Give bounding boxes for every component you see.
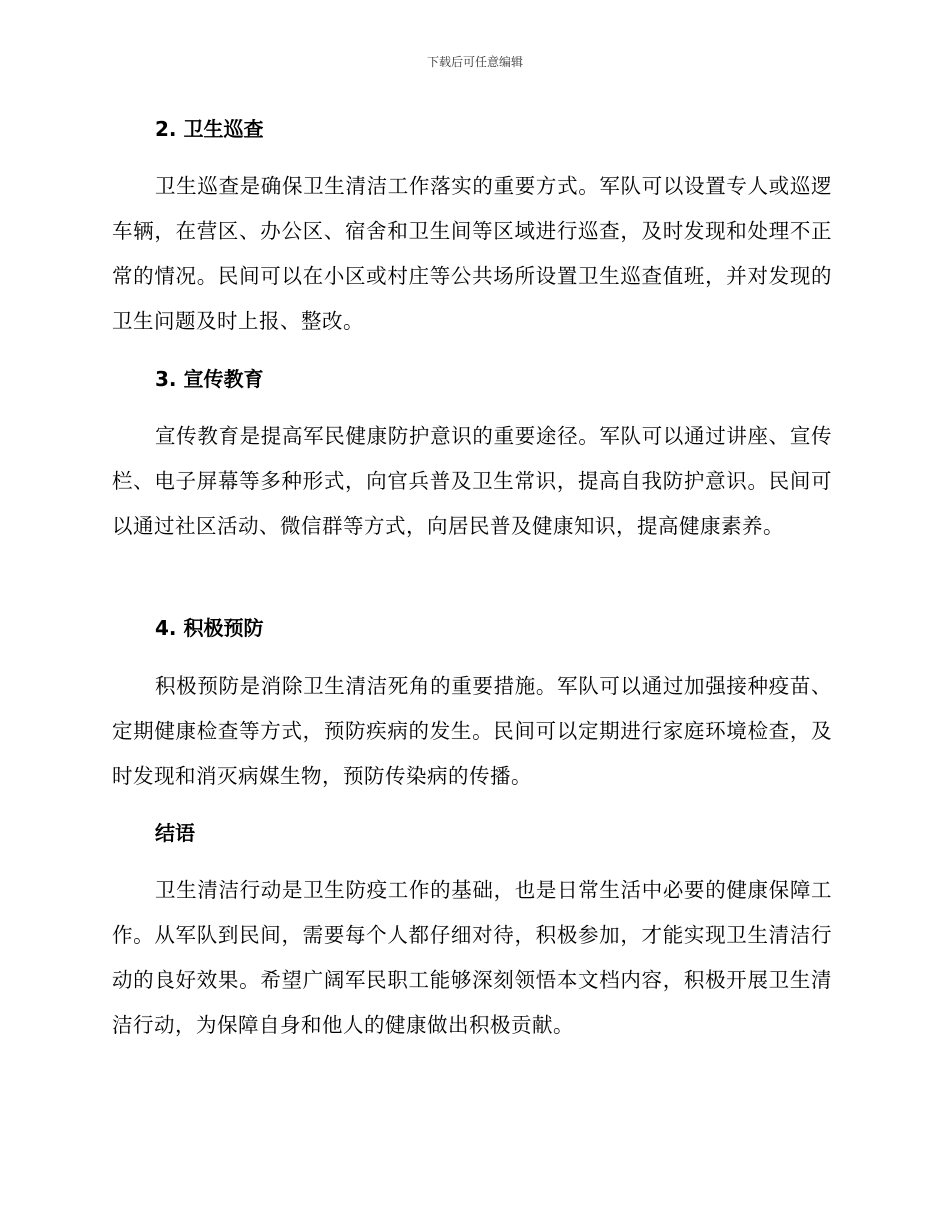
page-header: 下载后可任意编辑 [426,55,523,69]
section-body-education: 宣传教育是提高军民健康防护意识的重要途径。军队可以通过讲座、宣传栏、电子屏幕等多种形式，向官兵普及卫生常识，提高自我防护意识。民间可以通过社区活动、微信群等方式，向居民普及健康知识，提高健康素养。 [112,424,832,538]
section-heading-conclusion: 结语 [155,821,195,845]
section-body-prevention: 积极预防是消除卫生清洁死角的重要措施。军队可以通过加强接种疫苗、定期健康检查等方式，预防疾病的发生。民间可以定期进行家庭环境检查，及时发现和消灭病媒生物，预防传染病的传播。 [112,674,832,788]
section-heading-inspection: 2. 卫生巡查 [155,117,264,141]
section-body-inspection: 卫生巡查是确保卫生清洁工作落实的重要方式。军队可以设置专人或巡逻车辆，在营区、办公区、宿舍和卫生间等区域进行巡查，及时发现和处理不正常的情况。民间可以在小区或村庄等公共场所设置卫生巡查值班，并对发现的卫生问题及时上报、整改。 [112,174,832,333]
section-heading-education: 3. 宣传教育 [155,367,264,391]
section-heading-prevention: 4. 积极预防 [155,616,264,640]
section-body-conclusion: 卫生清洁行动是卫生防疫工作的基础，也是日常生活中必要的健康保障工作。从军队到民间，需要每个人都仔细对待，积极参加，才能实现卫生清洁行动的良好效果。希望广阔军民职工能够深刻领悟本文档内容，积极开展卫生清洁行动，为保障自身和他人的健康做出积极贡献。 [112,878,832,1037]
